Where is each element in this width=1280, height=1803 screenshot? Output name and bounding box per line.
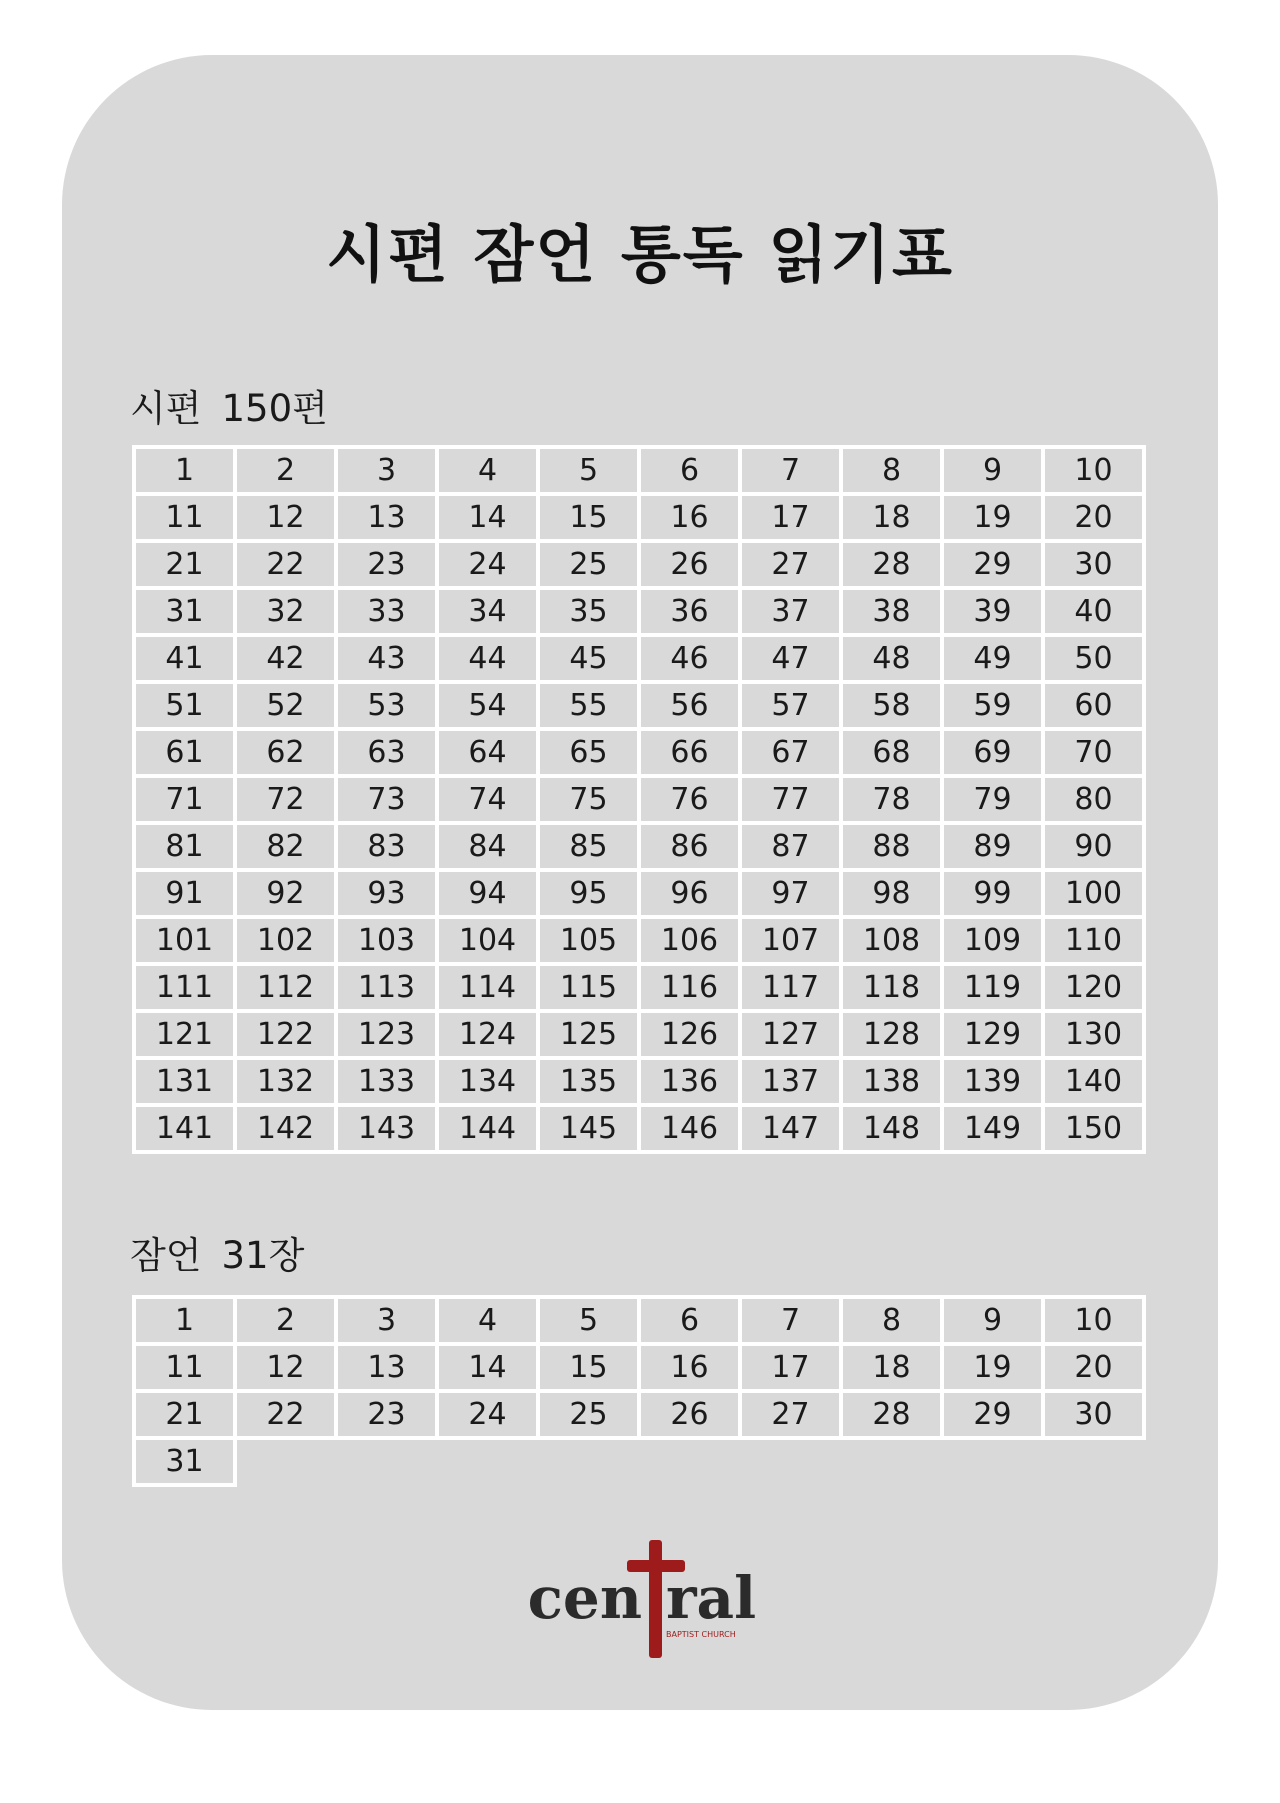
chapter-cell: 99	[944, 872, 1045, 919]
chapter-cell: 85	[540, 825, 641, 872]
chapter-cell: 79	[944, 778, 1045, 825]
chapter-cell: 12	[237, 1346, 338, 1393]
chapter-cell: 9	[944, 1299, 1045, 1346]
chapter-cell: 78	[843, 778, 944, 825]
chapter-cell: 31	[136, 590, 237, 637]
chapter-cell: 121	[136, 1013, 237, 1060]
chapter-cell: 58	[843, 684, 944, 731]
psalms-book-label: 시편	[130, 387, 202, 430]
chapter-cell: 23	[338, 1393, 439, 1440]
chapter-cell: 1	[136, 1299, 237, 1346]
chapter-cell: 24	[439, 1393, 540, 1440]
chapter-cell: 86	[641, 825, 742, 872]
chapter-cell: 146	[641, 1107, 742, 1154]
chapter-cell: 11	[136, 496, 237, 543]
chapter-cell: 128	[843, 1013, 944, 1060]
chapter-cell: 71	[136, 778, 237, 825]
chapter-cell: 37	[742, 590, 843, 637]
chapter-cell: 42	[237, 637, 338, 684]
chapter-cell: 81	[136, 825, 237, 872]
chapter-cell: 115	[540, 966, 641, 1013]
chapter-cell: 16	[641, 496, 742, 543]
chapter-cell: 7	[742, 449, 843, 496]
chapter-cell: 90	[1045, 825, 1146, 872]
chapter-cell: 113	[338, 966, 439, 1013]
chapter-cell: 7	[742, 1299, 843, 1346]
chapter-cell: 76	[641, 778, 742, 825]
chapter-cell: 64	[439, 731, 540, 778]
chapter-cell: 119	[944, 966, 1045, 1013]
chapter-cell: 102	[237, 919, 338, 966]
chapter-cell: 104	[439, 919, 540, 966]
psalms-count-label: 150편	[221, 387, 328, 430]
proverbs-grid	[132, 1295, 1146, 1487]
chapter-cell: 46	[641, 637, 742, 684]
chapter-cell: 20	[1045, 1346, 1146, 1393]
chapter-cell: 89	[944, 825, 1045, 872]
chapter-cell: 107	[742, 919, 843, 966]
chapter-cell: 67	[742, 731, 843, 778]
chapter-cell: 8	[843, 449, 944, 496]
chapter-cell: 24	[439, 543, 540, 590]
chapter-cell: 117	[742, 966, 843, 1013]
chapter-cell: 105	[540, 919, 641, 966]
proverbs-book-label: 잠언	[130, 1234, 202, 1277]
chapter-cell: 13	[338, 496, 439, 543]
chapter-cell: 131	[136, 1060, 237, 1107]
chapter-cell: 132	[237, 1060, 338, 1107]
chapter-cell: 19	[944, 1346, 1045, 1393]
chapter-cell: 28	[843, 543, 944, 590]
chapter-cell: 20	[1045, 496, 1146, 543]
chapter-cell: 18	[843, 496, 944, 543]
chapter-cell: 10	[1045, 1299, 1146, 1346]
chapter-cell: 36	[641, 590, 742, 637]
chapter-cell: 147	[742, 1107, 843, 1154]
chapter-cell: 150	[1045, 1107, 1146, 1154]
chapter-cell: 44	[439, 637, 540, 684]
chapter-cell: 140	[1045, 1060, 1146, 1107]
chapter-cell: 97	[742, 872, 843, 919]
chapter-cell: 82	[237, 825, 338, 872]
chapter-cell: 123	[338, 1013, 439, 1060]
chapter-cell: 30	[1045, 1393, 1146, 1440]
chapter-cell: 127	[742, 1013, 843, 1060]
chapter-cell: 96	[641, 872, 742, 919]
chapter-cell: 21	[136, 1393, 237, 1440]
psalms-grid	[132, 445, 1146, 1154]
chapter-cell: 15	[540, 496, 641, 543]
chapter-cell: 54	[439, 684, 540, 731]
chapter-cell: 80	[1045, 778, 1146, 825]
chapter-cell: 1	[136, 449, 237, 496]
chapter-cell: 142	[237, 1107, 338, 1154]
logo-word-left: cen	[527, 1564, 642, 1632]
chapter-cell: 149	[944, 1107, 1045, 1154]
chapter-cell: 106	[641, 919, 742, 966]
chapter-cell: 35	[540, 590, 641, 637]
chapter-cell: 138	[843, 1060, 944, 1107]
chapter-cell: 91	[136, 872, 237, 919]
reading-chart-card	[62, 55, 1218, 1710]
chapter-cell: 2	[237, 1299, 338, 1346]
chapter-cell: 50	[1045, 637, 1146, 684]
chapter-cell: 13	[338, 1346, 439, 1393]
chapter-cell: 6	[641, 449, 742, 496]
chapter-cell: 51	[136, 684, 237, 731]
chapter-cell: 124	[439, 1013, 540, 1060]
chapter-cell: 52	[237, 684, 338, 731]
chapter-cell: 139	[944, 1060, 1045, 1107]
page-title: 시편 잠언 통독 읽기표	[326, 218, 954, 291]
chapter-cell: 112	[237, 966, 338, 1013]
chapter-cell: 95	[540, 872, 641, 919]
chapter-cell: 15	[540, 1346, 641, 1393]
chapter-cell: 53	[338, 684, 439, 731]
chapter-cell: 47	[742, 637, 843, 684]
chapter-cell: 118	[843, 966, 944, 1013]
chapter-cell: 137	[742, 1060, 843, 1107]
chapter-cell: 57	[742, 684, 843, 731]
chapter-cell: 16	[641, 1346, 742, 1393]
chapter-cell: 116	[641, 966, 742, 1013]
chapter-cell: 21	[136, 543, 237, 590]
chapter-cell: 29	[944, 543, 1045, 590]
chapter-cell: 9	[944, 449, 1045, 496]
chapter-cell: 145	[540, 1107, 641, 1154]
chapter-cell: 65	[540, 731, 641, 778]
chapter-cell: 114	[439, 966, 540, 1013]
chapter-cell: 29	[944, 1393, 1045, 1440]
chapter-cell: 109	[944, 919, 1045, 966]
chapter-cell: 26	[641, 543, 742, 590]
chapter-cell: 14	[439, 496, 540, 543]
chapter-cell: 130	[1045, 1013, 1146, 1060]
chapter-cell: 22	[237, 1393, 338, 1440]
chapter-cell: 30	[1045, 543, 1146, 590]
logo-subtitle: BAPTIST CHURCH	[666, 1630, 736, 1639]
chapter-cell: 19	[944, 496, 1045, 543]
chapter-cell: 143	[338, 1107, 439, 1154]
chapter-cell: 27	[742, 1393, 843, 1440]
chapter-cell: 28	[843, 1393, 944, 1440]
chapter-cell: 62	[237, 731, 338, 778]
chapter-cell: 136	[641, 1060, 742, 1107]
chapter-cell: 72	[237, 778, 338, 825]
chapter-cell: 59	[944, 684, 1045, 731]
chapter-cell: 68	[843, 731, 944, 778]
chapter-cell: 2	[237, 449, 338, 496]
chapter-cell: 31	[136, 1440, 237, 1487]
psalms-section-label	[130, 378, 328, 432]
chapter-cell: 26	[641, 1393, 742, 1440]
chapter-cell: 5	[540, 449, 641, 496]
chapter-cell: 4	[439, 449, 540, 496]
chapter-cell: 148	[843, 1107, 944, 1154]
chapter-cell: 43	[338, 637, 439, 684]
chapter-cell: 133	[338, 1060, 439, 1107]
chapter-cell: 125	[540, 1013, 641, 1060]
chapter-cell: 12	[237, 496, 338, 543]
chapter-cell: 25	[540, 1393, 641, 1440]
chapter-cell: 60	[1045, 684, 1146, 731]
chapter-cell: 98	[843, 872, 944, 919]
chapter-cell: 6	[641, 1299, 742, 1346]
chapter-cell: 41	[136, 637, 237, 684]
chapter-cell: 111	[136, 966, 237, 1013]
chapter-cell: 110	[1045, 919, 1146, 966]
chapter-cell: 70	[1045, 731, 1146, 778]
chapter-cell: 66	[641, 731, 742, 778]
chapter-cell: 11	[136, 1346, 237, 1393]
chapter-cell: 141	[136, 1107, 237, 1154]
chapter-cell: 14	[439, 1346, 540, 1393]
chapter-cell: 18	[843, 1346, 944, 1393]
chapter-cell: 103	[338, 919, 439, 966]
chapter-cell: 25	[540, 543, 641, 590]
chapter-cell: 69	[944, 731, 1045, 778]
chapter-cell: 34	[439, 590, 540, 637]
chapter-cell: 100	[1045, 872, 1146, 919]
chapter-cell: 134	[439, 1060, 540, 1107]
chapter-cell: 129	[944, 1013, 1045, 1060]
chapter-cell: 63	[338, 731, 439, 778]
logo-word-right: ral	[666, 1564, 757, 1632]
chapter-cell: 17	[742, 1346, 843, 1393]
chapter-cell: 27	[742, 543, 843, 590]
chapter-cell: 33	[338, 590, 439, 637]
chapter-cell: 84	[439, 825, 540, 872]
chapter-cell: 73	[338, 778, 439, 825]
chapter-cell: 3	[338, 449, 439, 496]
chapter-cell: 93	[338, 872, 439, 919]
proverbs-section-label	[130, 1225, 304, 1279]
chapter-cell: 101	[136, 919, 237, 966]
chapter-cell: 94	[439, 872, 540, 919]
chapter-cell: 135	[540, 1060, 641, 1107]
chapter-cell: 122	[237, 1013, 338, 1060]
chapter-cell: 17	[742, 496, 843, 543]
chapter-cell: 10	[1045, 449, 1146, 496]
chapter-cell: 32	[237, 590, 338, 637]
chapter-cell: 120	[1045, 966, 1146, 1013]
chapter-cell: 39	[944, 590, 1045, 637]
chapter-cell: 74	[439, 778, 540, 825]
chapter-cell: 23	[338, 543, 439, 590]
chapter-cell: 4	[439, 1299, 540, 1346]
chapter-cell: 55	[540, 684, 641, 731]
chapter-cell: 87	[742, 825, 843, 872]
chapter-cell: 8	[843, 1299, 944, 1346]
chapter-cell: 38	[843, 590, 944, 637]
chapter-cell: 77	[742, 778, 843, 825]
chapter-cell: 49	[944, 637, 1045, 684]
chapter-cell: 56	[641, 684, 742, 731]
chapter-cell: 3	[338, 1299, 439, 1346]
chapter-cell: 126	[641, 1013, 742, 1060]
chapter-cell: 5	[540, 1299, 641, 1346]
chapter-cell: 22	[237, 543, 338, 590]
chapter-cell: 108	[843, 919, 944, 966]
chapter-cell: 75	[540, 778, 641, 825]
chapter-cell: 45	[540, 637, 641, 684]
chapter-cell: 144	[439, 1107, 540, 1154]
proverbs-count-label: 31장	[221, 1234, 305, 1277]
chapter-cell: 40	[1045, 590, 1146, 637]
church-logo	[62, 1540, 1218, 1670]
chapter-cell: 88	[843, 825, 944, 872]
chapter-cell: 83	[338, 825, 439, 872]
chapter-cell: 48	[843, 637, 944, 684]
chapter-cell: 61	[136, 731, 237, 778]
chapter-cell: 92	[237, 872, 338, 919]
